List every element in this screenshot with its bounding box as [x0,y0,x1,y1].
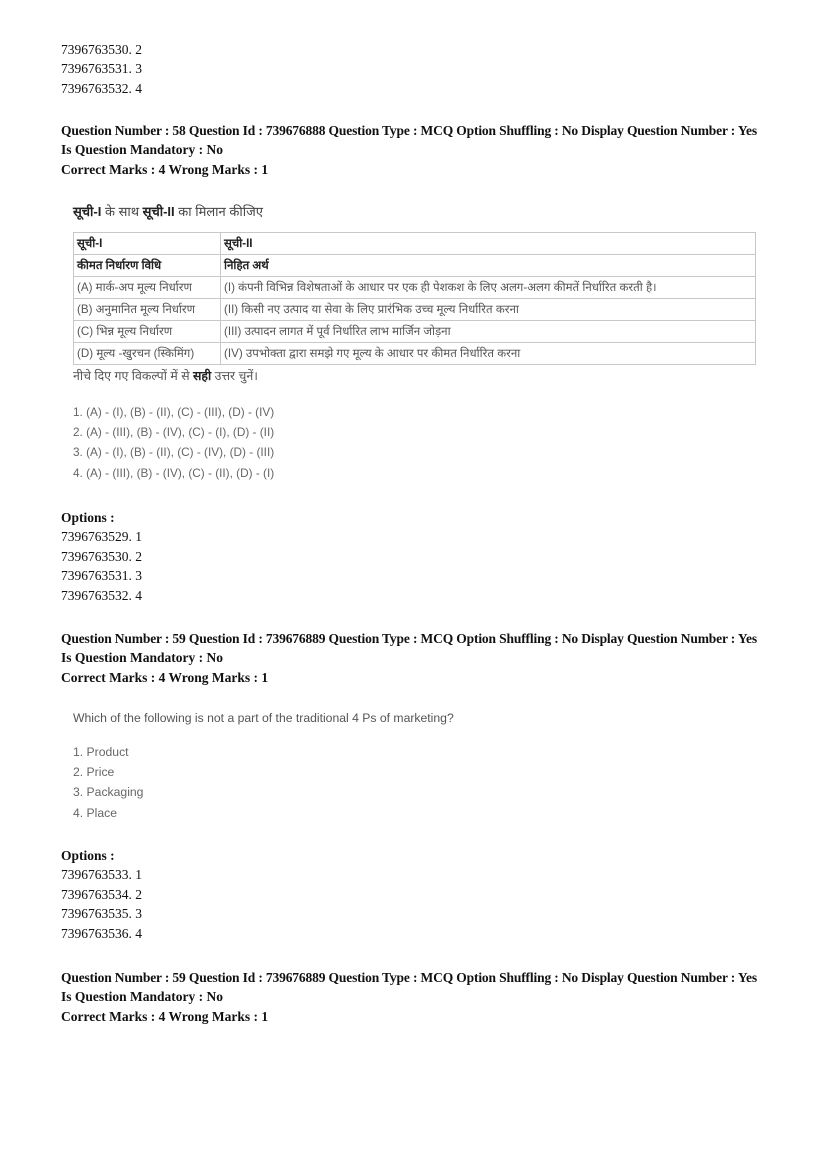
q59b-header [61,968,773,1026]
table-cell: (IV) उपभोक्ता द्वारा समझे गए मूल्य के आधार पर कीमत निर्धारित करना [221,343,756,365]
option-line: 7396763536. 4 [61,925,142,941]
q58-match-table [73,232,756,365]
table-cell: (C) भिन्न मूल्य निर्धारण [74,321,221,343]
table-row [74,233,756,255]
table-cell: (III) उत्पादन लागत में पूर्व निर्धारित लाभ मार्जिन जोड़ना [221,321,756,343]
choice-item: 4. (A) - (III), (B) - (IV), (C) - (II), (D) - (I) [73,465,275,480]
q58-select-instruction: नीचे दिए गए विकल्पों में से सही उत्तर चुनें। [73,369,258,383]
q59-choices [73,742,763,823]
options-label: Options : [61,510,115,525]
option-line: 7396763533. 1 [61,867,142,883]
table-row [74,321,756,343]
previous-options [61,40,781,98]
q59b-marks: Correct Marks : 4 Wrong Marks : 1 [61,1008,269,1024]
table-cell: (I) कंपनी विभिन्न विशेषताओं के आधार पर एक ही पेशकश के लिए अलग-अलग कीमतें निर्धारित करती है। [221,277,756,299]
q59-header [61,629,773,687]
q58-marks: Correct Marks : 4 Wrong Marks : 1 [61,161,269,177]
table-cell: सूची-I [74,233,221,255]
q59-mandatory: Is Question Mandatory : No [61,650,224,666]
option-line: 7396763530. 2 [61,42,142,57]
q59-header-line: Question Number : 59 Question Id : 739676889 Question Type : MCQ Option Shuffling : No Display Question Number : Yes [61,631,757,646]
choice-item: 2. Price [73,765,115,780]
q58-options [61,508,781,605]
table-row [74,299,756,321]
options-label: Options : [61,848,115,863]
q58-header-line: Question Number : 58 Question Id : 739676888 Question Type : MCQ Option Shuffling : No Display Question Number : Yes [61,123,757,138]
choice-item: 2. (A) - (III), (B) - (IV), (C) - (I), (D) - (II) [73,425,275,440]
table-cell: कीमत निर्धारण विधि [74,255,221,277]
choice-item: 4. Place [73,805,118,820]
table-cell: निहित अर्थ [221,255,756,277]
q59b-mandatory: Is Question Mandatory : No [61,989,224,1005]
table-row [74,255,756,277]
option-line: 7396763531. 3 [61,568,142,584]
table-row [74,343,756,365]
option-line: 7396763532. 4 [61,80,142,96]
choice-item: 1. (A) - (I), (B) - (II), (C) - (III), (D) - (IV) [73,405,275,419]
q58-header [61,121,773,179]
choice-item: 3. (A) - (I), (B) - (II), (C) - (IV), (D) - (III) [73,445,275,460]
table-cell: (B) अनुमानित मूल्य निर्धारण [74,299,221,321]
q58-choices [73,402,763,483]
option-line: 7396763529. 1 [61,529,142,545]
q58-instruction: सूची-I के साथ सूची-II का मिलान कीजिए [73,204,263,219]
table-cell: सूची-II [221,233,756,255]
q59-question-text: Which of the following is not a part of the traditional 4 Ps of marketing? [73,711,454,725]
q59-question-body [73,711,763,823]
choice-item: 3. Packaging [73,785,144,800]
choice-item: 1. Product [73,745,129,759]
option-line: 7396763531. 3 [61,61,142,77]
q58-question-body [73,202,763,483]
q59b-header-line: Question Number : 59 Question Id : 739676889 Question Type : MCQ Option Shuffling : No Display Question Number : Yes [61,970,757,985]
option-line: 7396763530. 2 [61,548,142,564]
q58-mandatory: Is Question Mandatory : No [61,142,224,158]
table-cell: (A) मार्क-अप मूल्य निर्धारण [74,277,221,299]
option-line: 7396763534. 2 [61,886,142,902]
table-row [74,277,756,299]
q59-options [61,846,781,943]
q59-marks: Correct Marks : 4 Wrong Marks : 1 [61,669,269,685]
table-cell: (D) मूल्य -खुरचन (स्किमिंग) [74,343,221,365]
option-line: 7396763532. 4 [61,587,142,603]
table-cell: (II) किसी नए उत्पाद या सेवा के लिए प्रारंभिक उच्च मूल्य निर्धारित करना [221,299,756,321]
option-line: 7396763535. 3 [61,906,142,922]
